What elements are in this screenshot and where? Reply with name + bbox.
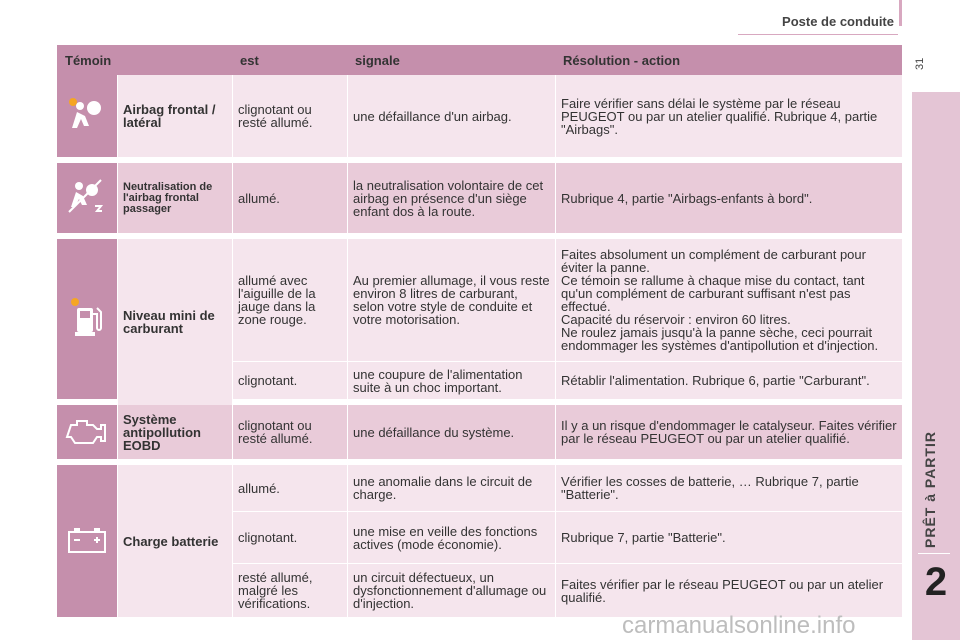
- warning-lights-table: [57, 45, 902, 617]
- header-temoin: Témoin: [57, 45, 232, 75]
- cell-est: allumé.: [232, 163, 347, 239]
- cell-signale: un circuit défectueux, un dysfonctionnement d'allumage ou d'injection.: [347, 563, 555, 617]
- cell-est: allumé.: [232, 465, 347, 511]
- cell-action: Faites vérifier par le réseau PEUGEOT ou par un atelier qualifié.: [555, 563, 902, 617]
- chapter-number: 2: [924, 560, 948, 604]
- table-row: [57, 163, 902, 239]
- section-title: Poste de conduite: [782, 14, 894, 29]
- table-header-row: [57, 45, 902, 75]
- cell-signale: une défaillance du système.: [347, 405, 555, 465]
- table-row: [57, 75, 902, 163]
- airbag-off-icon: [57, 163, 117, 239]
- airbag-icon: [57, 75, 117, 163]
- cell-action: Rubrique 4, partie "Airbags-enfants à bord".: [555, 163, 902, 239]
- header-accent-bar: [899, 0, 902, 26]
- chapter-divider: [918, 553, 950, 554]
- header-divider: [738, 34, 898, 35]
- table-row: [57, 405, 902, 465]
- cell-action: Rubrique 7, partie "Batterie".: [555, 511, 902, 563]
- cell-action: Faire vérifier sans délai le système par le réseau PEUGEOT ou par un atelier qualifié. Rubrique 4, partie "Airbags".: [555, 75, 902, 163]
- cell-est: clignotant.: [232, 511, 347, 563]
- cell-action: Il y a un risque d'endommager le catalyseur. Faites vérifier par le réseau PEUGEOT ou par un atelier qualifié.: [555, 405, 902, 465]
- chapter-title: PRÊT à PARTIR: [922, 431, 938, 548]
- cell-signale: une coupure de l'alimentation suite à un choc important.: [347, 361, 555, 405]
- row-name: Système antipollution EOBD: [117, 405, 232, 465]
- row-name: Niveau mini de carburant: [117, 239, 232, 405]
- table-row: [57, 239, 902, 361]
- cell-est: allumé avec l'aiguille de la jauge dans la zone rouge.: [232, 239, 347, 361]
- cell-signale: Au premier allumage, il vous reste environ 8 litres de carburant, selon votre style de conduite et votre motorisation.: [347, 239, 555, 361]
- battery-icon: [57, 465, 117, 617]
- row-name: Charge batterie: [117, 465, 232, 617]
- cell-est: clignotant ou resté allumé.: [232, 75, 347, 163]
- cell-action: Rétablir l'alimentation. Rubrique 6, partie "Carburant".: [555, 361, 902, 405]
- watermark: carmanualsonline.info: [622, 612, 856, 639]
- cell-action: Vérifier les cosses de batterie, … Rubrique 7, partie "Batterie".: [555, 465, 902, 511]
- cell-signale: une défaillance d'un airbag.: [347, 75, 555, 163]
- cell-signale: la neutralisation volontaire de cet airbag en présence d'un siège enfant dos à la route.: [347, 163, 555, 239]
- cell-est: resté allumé, malgré les vérifications.: [232, 563, 347, 617]
- header-action: Résolution - action: [555, 45, 902, 75]
- cell-signale: une anomalie dans le circuit de charge.: [347, 465, 555, 511]
- cell-signale: une mise en veille des fonctions actives (mode économie).: [347, 511, 555, 563]
- engine-icon: [57, 405, 117, 465]
- cell-est: clignotant ou resté allumé.: [232, 405, 347, 465]
- header-est: est: [232, 45, 347, 75]
- cell-action: Faites absolument un complément de carburant pour éviter la panne. Ce témoin se rallume à chaque mise du contact, tant qu'un complément de carburant suffisant n'est pas effectué. Capacité du réservoir : environ 60 litres. Ne roulez jamais jusqu'à la panne sèche, ceci pourrait endommager les systèmes d'antipollution et d'injection.: [555, 239, 902, 361]
- row-name: Neutralisation de l'airbag frontal passager: [117, 163, 232, 239]
- page-number: 31: [914, 57, 926, 70]
- row-name: Airbag frontal / latéral: [117, 75, 232, 163]
- cell-est: clignotant.: [232, 361, 347, 405]
- table-row: [57, 465, 902, 511]
- fuel-pump-icon: [57, 239, 117, 405]
- header-signale: signale: [347, 45, 555, 75]
